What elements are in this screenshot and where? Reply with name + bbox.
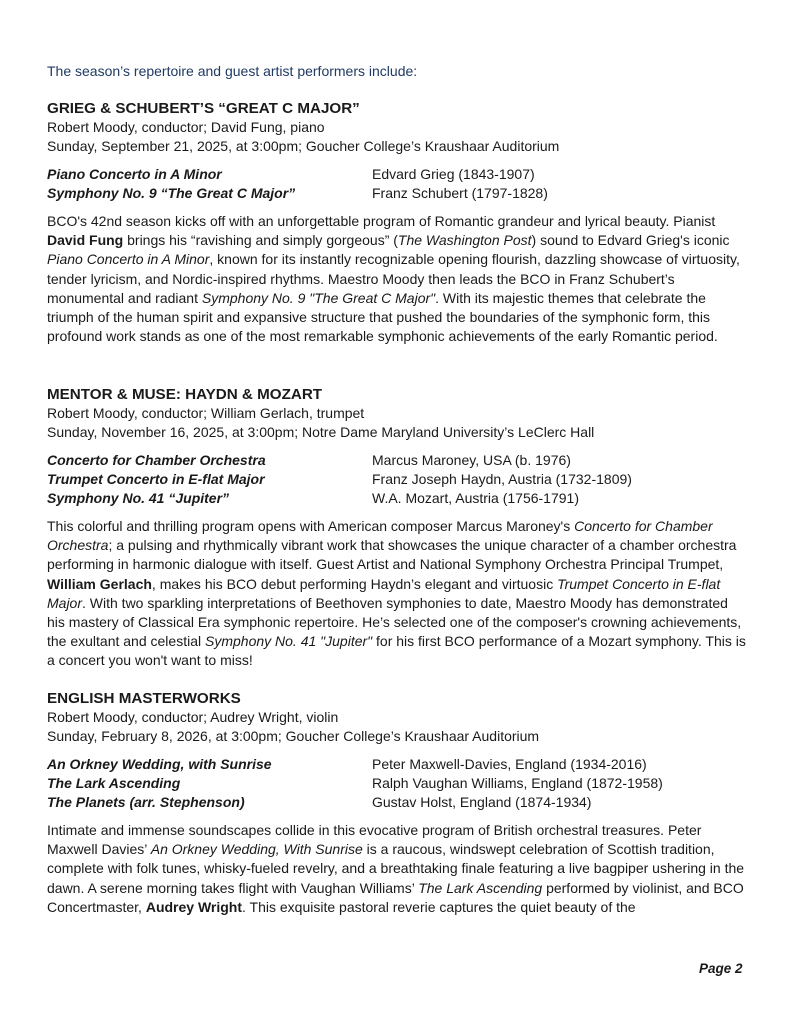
- work-title: An Orkney Wedding, with Sunrise: [47, 756, 272, 772]
- description-italic-run: The Lark Ascending: [418, 879, 543, 896]
- description-run: ) sound to Edvard Grieg's iconic: [531, 232, 730, 249]
- description-run: . With its majestic themes that celebrate the triumph of the human spirit and expansive structure that pushed the boundaries of the symphonic form, this profound work stands as one of the most remarkable symphonic achievements of the early Romantic period.: [47, 289, 718, 345]
- program-item: [47, 755, 747, 774]
- work-composer: Peter Maxwell-Davies, England (1934-2016): [372, 756, 647, 772]
- work-composer: W.A. Mozart, Austria (1756-1791): [372, 490, 579, 506]
- work-composer: Edvard Grieg (1843-1907): [372, 166, 535, 182]
- work-title: The Planets (arr. Stephenson): [47, 794, 245, 810]
- concert-description: [47, 212, 747, 346]
- work-title: Concerto for Chamber Orchestra: [47, 452, 266, 468]
- work-title: Piano Concerto in A Minor: [47, 166, 222, 182]
- program-item: [47, 451, 747, 470]
- description-run: , known for its instantly recognizable opening flourish, dazzling showcase of virtuosity, tender lyricism, and Nordic-inspired rhythms. Maestro Moody then leads the BCO in Franz Schubert’s monumental and radiant: [47, 251, 740, 306]
- description-run: . With two sparkling interpretations of Beethoven symphonies to date, Maestro Moody has demonstrated his mastery of Classical Era symphonic repertoire. He’s selected one of the composer's crowning achievements, the exultant and celestial: [47, 594, 742, 650]
- concert-performers: Robert Moody, conductor; Audrey Wright, violin: [47, 709, 339, 725]
- description-run: Intimate and immense soundscapes collide in this evocative program of British orchestral treasures. Peter Maxwell Davies’: [47, 822, 702, 858]
- description-bold-run: Audrey Wright: [145, 898, 243, 915]
- concert-datetime-venue: Sunday, September 21, 2025, at 3:00pm; Goucher College’s Kraushaar Auditorium: [47, 138, 560, 154]
- page-number: Page 2: [699, 961, 743, 976]
- description-bold-run: William Gerlach: [47, 575, 152, 592]
- description-italic-run: An Orkney Wedding, With Sunrise: [150, 841, 363, 858]
- description-italic-run: Piano Concerto in A Minor: [47, 251, 210, 268]
- program-item: [47, 470, 747, 489]
- description-italic-run: The Washington Post: [397, 232, 532, 249]
- concert-title: MENTOR & MUSE: HAYDN & MOZART: [47, 386, 323, 403]
- description-run: . This exquisite pastoral reverie captures the quiet beauty of the: [242, 898, 636, 915]
- work-title: Symphony No. 9 “The Great C Major”: [47, 185, 296, 201]
- concert-description: [47, 821, 747, 917]
- description-run: BCO's 42nd season kicks off with an unforgettable program of Romantic grandeur and lyrical beauty. Pianist: [47, 213, 716, 229]
- description-italic-run: Trumpet Concerto in E-flat Major: [47, 575, 721, 611]
- concert-performers: Robert Moody, conductor; David Fung, piano: [47, 119, 325, 135]
- program-item: [47, 165, 747, 184]
- concert-description: [47, 517, 747, 671]
- description-run: This colorful and thrilling program opens with American composer Marcus Maroney's: [47, 518, 575, 534]
- work-composer: Franz Schubert (1797-1828): [372, 185, 548, 201]
- concert-section-haydn-mozart: [47, 385, 747, 671]
- concert-title: GRIEG & SCHUBERT’S “GREAT C MAJOR”: [47, 100, 360, 117]
- program-list: [47, 165, 747, 203]
- program-list: [47, 755, 747, 812]
- description-italic-run: Concerto for Chamber Orchestra: [47, 518, 713, 554]
- description-italic-run: Symphony No. 41 "Jupiter": [205, 633, 373, 650]
- work-title: Trumpet Concerto in E-flat Major: [47, 471, 265, 487]
- description-run: is a raucous, windswept celebration of Scottish tradition, complete with folk tunes, whisky-fueled revelry, and a breathtaking finale featuring a live bagpiper ushering in the dawn. A serene morning takes flight with Vaughan Williams’: [47, 841, 745, 896]
- concert-datetime-venue: Sunday, November 16, 2025, at 3:00pm; Notre Dame Maryland University’s LeClerc Hall: [47, 424, 595, 440]
- concert-section-grieg-schubert: [47, 99, 747, 346]
- description-run: , makes his BCO debut performing Haydn’s elegant and virtuosic: [151, 575, 558, 592]
- work-composer: Franz Joseph Haydn, Austria (1732-1809): [372, 471, 632, 487]
- program-item: [47, 489, 747, 508]
- description-run: for his first BCO performance of a Mozart symphony. This is a concert you won't want to miss!: [47, 633, 746, 669]
- concert-datetime-venue: Sunday, February 8, 2026, at 3:00pm; Goucher College’s Kraushaar Auditorium: [47, 728, 540, 744]
- description-run: brings his “ravishing and simply gorgeous” (: [123, 232, 398, 249]
- description-bold-run: David Fung: [47, 232, 124, 249]
- work-composer: Ralph Vaughan Williams, England (1872-1958): [372, 775, 663, 791]
- program-item: [47, 793, 747, 812]
- concert-section-english-masterworks: [47, 689, 747, 917]
- work-composer: Marcus Maroney, USA (b. 1976): [372, 452, 571, 468]
- description-italic-run: Symphony No. 9 "The Great C Major": [201, 289, 436, 306]
- program-list: [47, 451, 747, 508]
- work-composer: Gustav Holst, England (1874-1934): [372, 794, 592, 810]
- description-run: performed by violinist, and BCO Concertmaster,: [47, 879, 744, 915]
- concert-title: ENGLISH MASTERWORKS: [47, 690, 241, 707]
- description-run: ; a pulsing and rhythmically vibrant work that showcases the unique character of a chamber orchestra performing in harmonic dialogue with itself. Guest Artist and National Symphony Orchestra Principal Trumpet,: [47, 537, 737, 573]
- work-title: The Lark Ascending: [47, 775, 181, 791]
- program-item: [47, 184, 747, 203]
- work-title: Symphony No. 41 “Jupiter”: [47, 490, 230, 506]
- program-item: [47, 774, 747, 793]
- concert-performers: Robert Moody, conductor; William Gerlach, trumpet: [47, 405, 365, 421]
- intro-text: The season’s repertoire and guest artist performers include:: [47, 63, 418, 79]
